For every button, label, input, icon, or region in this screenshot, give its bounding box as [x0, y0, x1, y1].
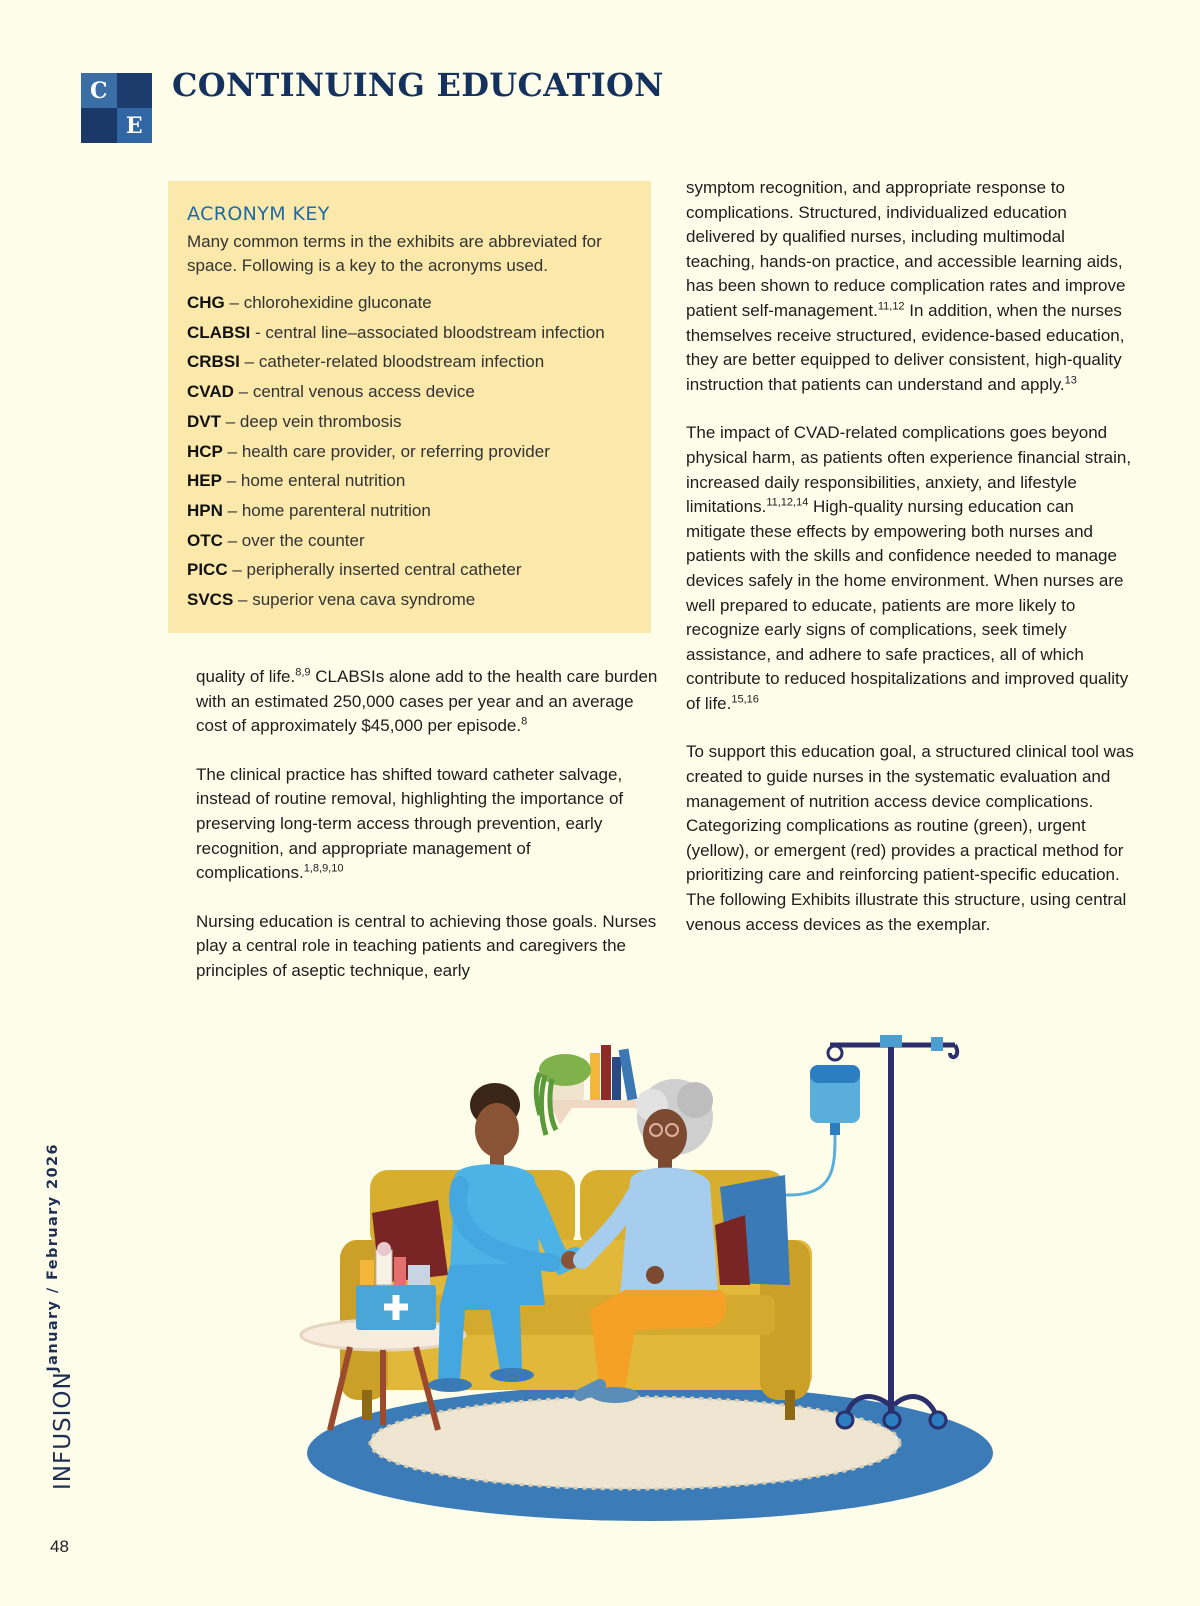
acronym-separator: – — [222, 530, 242, 550]
acronym-abbr: HEP — [187, 471, 222, 491]
acronym-list — [187, 288, 632, 615]
rug-inner — [370, 1397, 900, 1489]
acronym-key-intro: Many common terms in the exhibits are abbreviated for space. Following is a key to the acronyms used. — [187, 232, 602, 275]
acronym-abbr: DVT — [187, 411, 221, 431]
citation: 15,16 — [731, 693, 759, 706]
acronym-definition: health care provider, or referring provider — [241, 441, 550, 461]
issue-date: January / February 2026 — [45, 1143, 61, 1372]
acronym-separator: – — [233, 382, 253, 402]
issue-date-vertical — [45, 1143, 79, 1370]
acronym-item — [187, 377, 632, 407]
acronym-separator: – — [233, 590, 253, 610]
acronym-definition: chlorohexidine gluconate — [243, 293, 432, 312]
body-paragraph — [196, 763, 661, 886]
text-run: Nursing education is central to achieving those goals. Nurses play a central role in teaching patients and caregivers the principles of aseptic technique, early — [196, 911, 657, 980]
ce-logo-block — [117, 73, 153, 108]
acronym-definition: over the counter — [241, 530, 365, 550]
text-run: The impact of CVAD-related complications goes beyond physical harm, as patients often experience financial strain, increased daily responsibilities, anxiety, and lifestyle limitations. — [686, 423, 1132, 517]
acronym-item — [187, 437, 632, 467]
acronym-key-heading: ACRONYM KEY — [187, 203, 330, 225]
acronym-separator: - — [250, 322, 266, 342]
text-run: quality of life. — [196, 667, 296, 686]
citation: 11,12 — [877, 300, 905, 313]
text-run: The clinical practice has shifted toward catheter salvage, instead of routine removal, highlighting the importance of preserving long-term access through prevention, early recognition, and appropriate management of complications. — [196, 764, 624, 883]
acronym-definition: catheter-related bloodstream infection — [258, 352, 545, 372]
acronym-abbr: CHG — [187, 293, 225, 312]
brand-logo — [44, 1371, 80, 1490]
text-run: In addition, when the nurses themselves receive structured, evidence-based education, they are better equipped to deliver consistent, high-quality instruction that patients can understand and apply. — [686, 300, 1125, 394]
body-paragraph — [196, 910, 661, 984]
acronym-item — [187, 496, 632, 526]
brand-wordmark: INFUSION — [50, 1371, 76, 1490]
acronym-item — [187, 585, 632, 615]
citation: 13 — [1064, 374, 1077, 387]
acronym-separator: – — [224, 293, 244, 312]
section-title: CONTINUING EDUCATION — [172, 66, 664, 104]
body-paragraph — [686, 740, 1138, 937]
ce-logo — [81, 73, 152, 143]
acronym-item — [187, 466, 632, 496]
acronym-definition: central venous access device — [252, 382, 475, 402]
body-paragraph — [196, 665, 661, 739]
wall-shelf — [536, 1045, 640, 1135]
acronym-definition: superior vena cava syndrome — [252, 590, 476, 610]
citation: 11,12,14 — [766, 496, 809, 509]
acronym-abbr: CRBSI — [187, 352, 240, 372]
ce-logo-block — [81, 108, 117, 143]
acronym-definition: home parenteral nutrition — [241, 500, 431, 520]
acronym-abbr: CVAD — [187, 382, 234, 402]
acronym-separator: – — [222, 500, 242, 520]
acronym-definition: home enteral nutrition — [240, 471, 406, 491]
acronym-abbr: HPN — [187, 500, 223, 520]
text-run: CLABSIs alone add to the health care burden with an estimated 250,000 cases per year and an average cost of approximately $45,000 per episode. — [196, 667, 658, 736]
acronym-item — [187, 555, 632, 585]
acronym-item — [187, 526, 632, 556]
acronym-item — [187, 407, 632, 437]
acronym-separator: – — [221, 471, 241, 491]
right-column — [686, 176, 1138, 961]
body-paragraph — [686, 176, 1138, 397]
text-run: symptom recognition, and appropriate response to complications. Structured, individualized education delivered by qualified nurses, including multimodal teaching, hands-on practice, and accessible learning aids, has been shown to reduce complication rates and improve patient self-management. — [686, 178, 1126, 320]
acronym-abbr: SVCS — [187, 590, 234, 610]
home-care-illustration — [290, 1035, 1010, 1530]
acronym-item — [187, 347, 632, 377]
acronym-separator: – — [221, 411, 240, 431]
acronym-item — [187, 288, 632, 318]
acronym-abbr: OTC — [187, 530, 223, 550]
acronym-definition: central line–associated bloodstream infection — [265, 322, 605, 342]
acronym-abbr: CLABSI — [187, 322, 251, 342]
text-run: To support this education goal, a structured clinical tool was created to guide nurses in the systematic evaluation and management of nutrition access device complications. Categorizing complications as routine (green), urgent (yellow), or emergent (red) provides a practical method for prioritizing care and reinforcing patient-specific education. The following Exhibits illustrate this structure, using central venous access devices as the exemplar. — [686, 742, 1134, 934]
citation: 8 — [521, 715, 528, 728]
citation: 8,9 — [295, 666, 311, 679]
page-number: 48 — [50, 1537, 69, 1556]
ce-logo-e: E — [117, 108, 153, 143]
ce-logo-c: C — [81, 73, 117, 108]
acronym-definition: deep vein thrombosis — [239, 411, 402, 431]
citation: 1,8,9,10 — [303, 862, 344, 875]
acronym-separator: – — [222, 441, 242, 461]
acronym-definition: peripherally inserted central catheter — [246, 560, 522, 580]
left-column — [196, 665, 661, 1008]
acronym-separator: – — [239, 352, 259, 372]
acronym-item — [187, 318, 632, 348]
body-paragraph — [686, 421, 1138, 716]
acronym-abbr: HCP — [187, 441, 223, 461]
acronym-key-box — [168, 181, 651, 633]
text-run: High-quality nursing education can mitigate these effects by empowering both nurses and patients with the skills and confidence needed to manage devices safely in the home environment. When nurses are well prepared to educate, patients are more likely to recognize early signs of complications, seek timely assistance, and adhere to safe practices, all of which contribute to reduced hospitalizations and improved quality of life. — [686, 497, 1129, 713]
acronym-separator: – — [227, 560, 247, 580]
acronym-abbr: PICC — [187, 560, 228, 580]
